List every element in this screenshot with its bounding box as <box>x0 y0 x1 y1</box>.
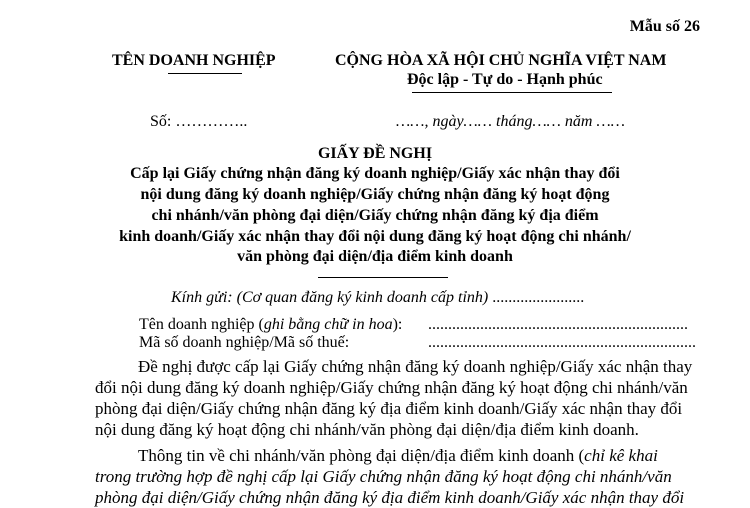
motto: Độc lập - Tự do - Hạnh phúc <box>407 71 603 88</box>
recipient-dots: ....................... <box>492 289 585 306</box>
title-line: chi nhánh/văn phòng đại diện/Giấy chứng nhận đăng ký địa điểm <box>151 207 599 224</box>
company-name-hint: ghi bằng chữ in hoa <box>263 316 393 333</box>
title-line: nội dung đăng ký doanh nghiệp/Giấy chứng nhận đăng ký hoạt động <box>140 186 610 203</box>
date-line: ……, ngày…… tháng…… năm …… <box>396 113 625 130</box>
document-number: Số: ………….. <box>150 113 248 130</box>
body-line: nội dung đăng ký hoạt động chi nhánh/văn phòng đại diện/địa điểm kinh doanh. <box>95 420 639 439</box>
body-line: Đề nghị được cấp lại Giấy chứng nhận đăng ký doanh nghiệp/Giấy xác nhận thay <box>138 357 693 376</box>
country-heading: CỘNG HÒA XÃ HỘI CHỦ NGHĨA VIỆT NAM <box>335 52 667 69</box>
company-heading-underline <box>168 73 242 74</box>
title-line: Cấp lại Giấy chứng nhận đăng ký doanh nghiệp/Giấy xác nhận thay đổi <box>130 165 620 182</box>
tax-code-dots: ................................................................... <box>428 334 696 351</box>
recipient-line <box>171 289 584 307</box>
tax-code-label: Mã số doanh nghiệp/Mã số thuế: <box>139 334 350 351</box>
title-divider <box>318 277 448 278</box>
body-line: phòng đại diện/Giấy chứng nhận đăng ký địa điểm kinh doanh/Giấy xác nhận thay đổi <box>95 488 685 507</box>
info-paragraph-start <box>138 446 658 466</box>
company-name-dots: ................................................................. <box>428 316 688 333</box>
title-line: văn phòng đại diện/địa điểm kinh doanh <box>237 248 513 265</box>
motto-underline <box>412 92 612 93</box>
document-title: GIẤY ĐỀ NGHỊ <box>317 145 433 162</box>
company-name-label: Tên doanh nghiệp ( <box>139 316 264 333</box>
form-number: Mẫu số 26 <box>629 18 700 35</box>
info-start-text: Thông tin về chi nhánh/văn phòng đại diện/địa điểm kinh doanh ( <box>138 446 585 465</box>
body-line: trong trường hợp đề nghị cấp lại Giấy chứng nhận đăng ký hoạt động chi nhánh/văn <box>95 467 672 486</box>
title-line: kinh doanh/Giấy xác nhận thay đổi nội dung đăng ký hoạt động chi nhánh/ <box>119 228 631 245</box>
company-name-suffix: ): <box>392 316 403 333</box>
recipient-label: Kính gửi: <box>171 289 233 306</box>
body-line: phòng đại diện/Giấy chứng nhận đăng ký địa điểm kinh doanh/Giấy xác nhận thay đổi <box>95 399 683 418</box>
recipient-value: (Cơ quan đăng ký kinh doanh cấp tỉnh) <box>236 289 489 306</box>
body-line: đổi nội dung đăng ký doanh nghiệp/Giấy chứng nhận đăng ký hoạt động chi nhánh/văn <box>95 378 688 397</box>
info-italic-text: chỉ kê khai <box>584 446 658 465</box>
company-name-field <box>139 316 402 334</box>
company-name-heading: TÊN DOANH NGHIỆP <box>112 52 276 69</box>
